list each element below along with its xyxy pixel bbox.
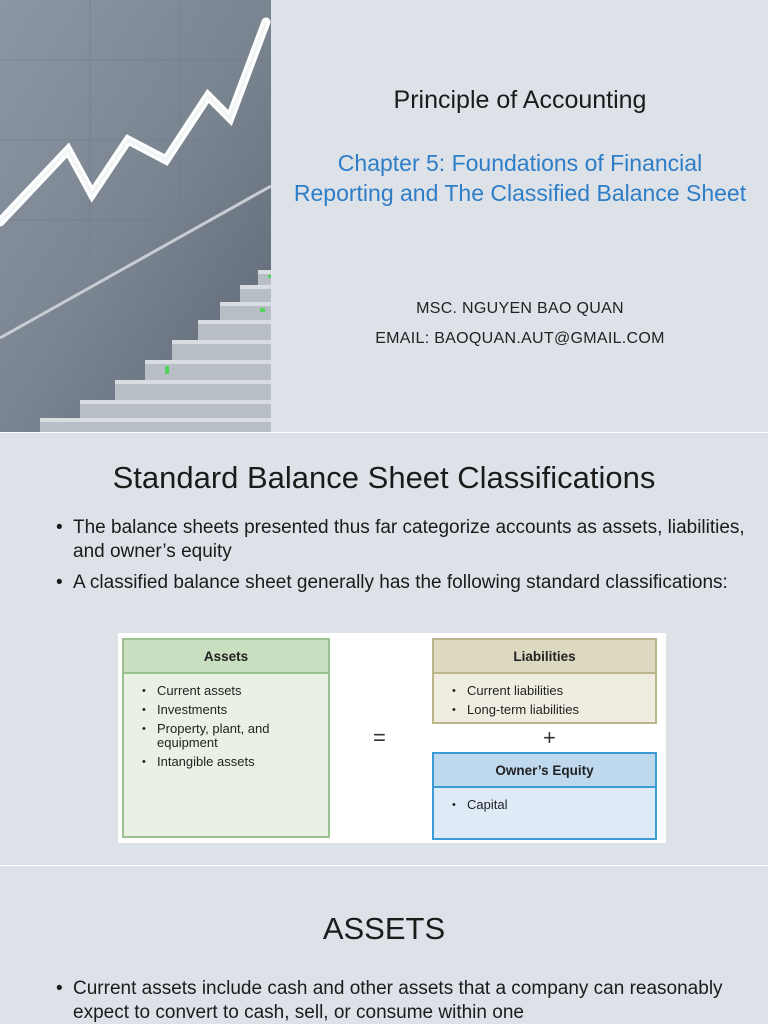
assets-item: Property, plant, and equipment	[157, 721, 270, 750]
chapter-subtitle-line2: Reporting and The Classified Balance Sheet	[293, 180, 747, 206]
author-email: EMAIL: BAOQUAN.AUT@GMAIL.COM	[375, 330, 665, 347]
slide-title: Standard Balance Sheet Classifications	[112, 460, 656, 495]
liabilities-header: Liabilities	[434, 640, 655, 674]
bullet-marker: •	[452, 799, 456, 811]
bullet-marker: •	[142, 685, 146, 697]
bullet-marker: •	[56, 517, 63, 538]
bullet-marker: •	[142, 723, 146, 735]
list-item	[450, 798, 647, 812]
slide-title: ASSETS	[322, 911, 446, 946]
assets-box	[122, 638, 330, 838]
bullet-marker: •	[452, 685, 456, 697]
stairs-growth-graphic	[0, 0, 271, 432]
assets-slide	[0, 866, 768, 1024]
chapter-subtitle	[272, 148, 768, 208]
presentation-title: Principle of Accounting	[393, 86, 647, 114]
list-item	[56, 571, 746, 595]
liabilities-item: Current liabilities	[467, 683, 564, 698]
title-slide	[0, 0, 768, 432]
bullet-text: Current assets include cash and other assets that a company can reasonably expect to convert to cash, sell, or consume within one	[73, 978, 723, 1023]
list-item	[56, 516, 746, 564]
list-item	[140, 684, 320, 698]
bullet-marker: •	[142, 756, 146, 768]
owners-equity-list	[434, 788, 655, 812]
owners-equity-item: Capital	[467, 797, 508, 812]
bullet-text: A classified balance sheet generally has the following standard classifications:	[73, 572, 728, 593]
list-item	[140, 755, 320, 769]
author-block	[272, 294, 768, 354]
bullet-marker: •	[56, 572, 63, 593]
list-item	[450, 684, 647, 698]
list-item	[450, 703, 647, 717]
bullet-marker: •	[56, 978, 63, 999]
bullet-list	[56, 516, 746, 602]
owners-equity-box	[432, 752, 657, 840]
list-item	[140, 722, 320, 750]
liabilities-list	[434, 674, 655, 717]
liabilities-box	[432, 638, 657, 724]
liabilities-item: Long-term liabilities	[467, 702, 579, 717]
bullet-list	[56, 977, 746, 1024]
plus-sign: +	[543, 725, 556, 750]
list-item	[140, 703, 320, 717]
bullet-text: The balance sheets presented thus far categorize accounts as assets, liabilities, and owner’s equity	[73, 517, 745, 562]
list-item	[56, 977, 746, 1024]
balance-sheet-diagram	[118, 633, 666, 843]
assets-item: Investments	[157, 702, 228, 717]
assets-header: Assets	[124, 640, 328, 674]
assets-list	[124, 674, 328, 769]
owners-equity-header: Owner’s Equity	[434, 754, 655, 788]
classifications-slide	[0, 433, 768, 865]
bullet-marker: •	[142, 704, 146, 716]
author-name: MSC. NGUYEN BAO QUAN	[416, 300, 624, 317]
assets-item: Intangible assets	[157, 754, 255, 769]
bullet-marker: •	[452, 704, 456, 716]
equals-sign: =	[373, 725, 386, 750]
chapter-subtitle-line1: Chapter 5: Foundations of Financial	[337, 150, 703, 176]
assets-item: Current assets	[157, 683, 242, 698]
